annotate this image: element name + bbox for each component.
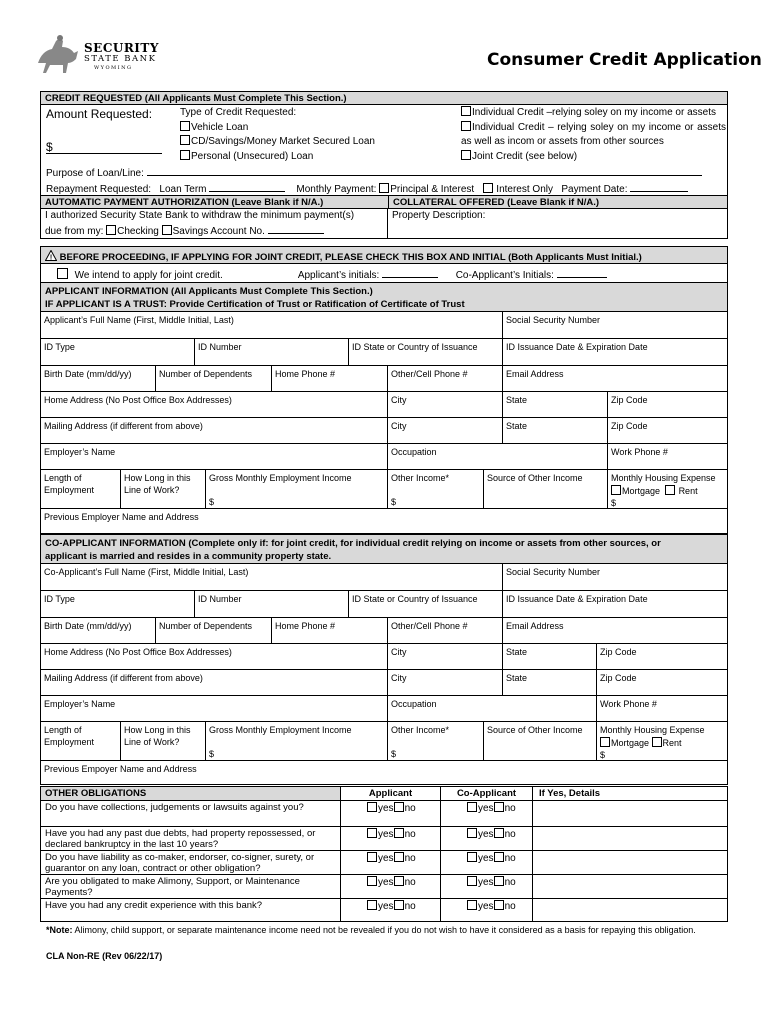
obligation-details-cell[interactable] [532, 874, 728, 898]
amount-requested-field[interactable] [46, 140, 162, 154]
applicant-home-phone-cell[interactable]: Home Phone # [271, 365, 387, 391]
checkbox-icon[interactable] [600, 737, 610, 747]
obligations-col-applicant: Applicant [340, 786, 440, 800]
credit-requested-header [40, 91, 728, 105]
svg-text:!: ! [49, 254, 53, 261]
applicant-initials-label: Applicant’s initials: [297, 270, 380, 281]
coapplicant-yes-option[interactable]: yes [467, 803, 494, 814]
applicant-id-type-cell[interactable]: ID Type [40, 338, 194, 365]
applicant-no-option[interactable]: no [394, 901, 416, 912]
coapplicant-yes-option[interactable]: yes [467, 829, 494, 840]
interest-only-option[interactable]: Interest Only [496, 184, 553, 195]
logo-line3: WYOMING [94, 65, 133, 71]
coapplicant-id-number-cell[interactable]: ID Number [194, 590, 348, 617]
obligations-col-details: If Yes, Details [532, 786, 728, 800]
form-id: CLA Non-RE (Rev 06/22/17) [46, 951, 163, 961]
applicant-ssn-cell[interactable]: Social Security Number [502, 311, 728, 338]
checkbox-icon[interactable] [180, 121, 190, 131]
applicant-occupation-cell[interactable]: Occupation [387, 443, 607, 469]
checkbox-icon[interactable] [367, 828, 377, 838]
obligation-question-cell [40, 874, 340, 898]
checkbox-icon[interactable] [367, 852, 377, 862]
applicant-length-employment-cell[interactable]: Length of Employment [40, 469, 120, 508]
coapplicant-info-title: CO-APPLICANT INFORMATION (Complete only if: for joint credit, for individual credit relying on income or assets from other sources, or [45, 538, 661, 549]
coapplicant-id-dates-cell[interactable]: ID Issuance Date & Expiration Date [502, 590, 728, 617]
coapplicant-employer-cell[interactable]: Employer’s Name [40, 695, 387, 721]
purpose-label: Purpose of Loan/Line: [46, 168, 144, 179]
checkbox-icon[interactable] [467, 802, 477, 812]
page-title: Consumer Credit Application [487, 50, 762, 70]
checkbox-icon[interactable] [162, 225, 172, 235]
trust-instruction: IF APPLICANT IS A TRUST: Provide Certification of Trust or Ratification of Certificate of Trust [45, 299, 465, 310]
obligation-question-text: Do you have collections, judgements or lawsuits against you? [45, 802, 304, 813]
coapplicant-id-state-cell[interactable]: ID State or Country of Issuance [348, 590, 502, 617]
purpose-field[interactable] [147, 165, 702, 176]
footnote-text: Alimony, child support, or separate maintenance income need not be revealed if you do not wish to have it considered as a basis for repaying this obligation. [72, 925, 696, 935]
coapplicant-gross-income-cell[interactable]: Gross Monthly Employment Income $ [205, 721, 387, 760]
obligation-question-text: Have you had any past due debts, had property repossessed, or declared bankruptcy in the last 10 years? [45, 828, 316, 850]
credit-type-cd-savings[interactable]: CD/Savings/Money Market Secured Loan [180, 135, 375, 150]
auto-pay-body [40, 209, 388, 239]
applicant-email-cell[interactable]: Email Address [502, 365, 728, 391]
checkbox-icon[interactable] [483, 183, 493, 193]
coapplicant-yes-option[interactable]: yes [467, 877, 494, 888]
coapplicant-occupation-cell[interactable]: Occupation [387, 695, 596, 721]
checkbox-icon[interactable] [611, 485, 621, 495]
applicant-employer-cell[interactable]: Employer’s Name [40, 443, 387, 469]
checkbox-icon[interactable] [106, 225, 116, 235]
coapplicant-source-income-cell[interactable]: Source of Other Income [483, 721, 596, 760]
coapplicant-email-cell[interactable]: Email Address [502, 617, 728, 643]
monthly-payment-label: Monthly Payment: [296, 184, 377, 195]
coapplicant-no-option[interactable]: no [494, 901, 516, 912]
collateral-body [388, 209, 728, 239]
obligation-question-cell [40, 898, 340, 922]
credit-type-label: Type of Credit Requested: [180, 107, 297, 118]
applicant-info-title: APPLICANT INFORMATION (All Applicants Must Complete This Section.) [45, 286, 373, 297]
obligation-details-cell[interactable] [532, 850, 728, 874]
credit-requested-header-text: CREDIT REQUESTED (All Applicants Must Complete This Section.) [45, 93, 347, 104]
obligation-question-cell [40, 826, 340, 850]
checkbox-icon[interactable] [494, 852, 504, 862]
obligation-details-cell[interactable] [532, 826, 728, 850]
applicant-info-header [40, 282, 728, 312]
account-number-field[interactable] [268, 223, 324, 234]
obligations-header: OTHER OBLIGATIONS [40, 786, 340, 800]
logo-line2: STATE BANK [84, 54, 157, 64]
applicant-id-number-cell[interactable]: ID Number [194, 338, 348, 365]
joint-intend-text: We intend to apply for joint credit. [74, 270, 223, 281]
joint-notice-text: BEFORE PROCEEDING, IF APPLYING FOR JOINT CREDIT, PLEASE CHECK THIS BOX AND INITIAL (Both Applicants Must Initial.) [59, 252, 642, 263]
obligation-question-text: Do you have liability as co-maker, endorser, co-signer, surety, or guarantor on any loan, contract or other obligation? [45, 852, 315, 874]
checkbox-icon[interactable] [467, 828, 477, 838]
auto-pay-due-label: due from my: [45, 226, 104, 237]
amount-dollar-sign: $ [46, 140, 53, 154]
coapplicant-initials-label: Co-Applicant’s Initials: [455, 270, 554, 281]
coapplicant-mailing-city-cell[interactable]: City [387, 669, 502, 695]
obligation-applicant-cell[interactable] [340, 800, 440, 826]
applicant-gross-income-cell[interactable]: Gross Monthly Employment Income $ [205, 469, 387, 508]
checkbox-icon[interactable] [467, 876, 477, 886]
applicant-previous-employer-cell[interactable]: Previous Employer Name and Address [40, 508, 728, 534]
checkbox-icon[interactable] [494, 900, 504, 910]
checkbox-icon[interactable] [652, 737, 662, 747]
obligation-applicant-cell[interactable] [340, 874, 440, 898]
basis-joint[interactable]: Joint Credit (see below) [461, 150, 726, 165]
coapplicant-mailing-address-cell[interactable]: Mailing Address (if different from above) [40, 669, 387, 695]
collateral-header: COLLATERAL OFFERED (Leave Blank if N/A.) [388, 195, 728, 209]
checkbox-icon[interactable] [394, 828, 404, 838]
checkbox-icon[interactable] [494, 876, 504, 886]
checkbox-icon[interactable] [461, 121, 471, 131]
applicant-yes-option[interactable]: yes [367, 877, 394, 888]
payment-date-field[interactable] [630, 181, 688, 192]
checkbox-icon[interactable] [180, 135, 190, 145]
applicant-cell-phone-cell[interactable]: Other/Cell Phone # [387, 365, 502, 391]
applicant-other-income-cell[interactable]: Other Income* $ [387, 469, 483, 508]
checkbox-icon[interactable] [394, 876, 404, 886]
auto-pay-header: AUTOMATIC PAYMENT AUTHORIZATION (Leave Blank if N/A.) [40, 195, 388, 209]
checkbox-icon[interactable] [394, 802, 404, 812]
principal-interest-option[interactable]: Principal & Interest [390, 184, 475, 195]
footnote-label: *Note: [46, 925, 73, 935]
coapplicant-previous-employer-cell[interactable]: Previous Empoyer Name and Address [40, 760, 728, 785]
obligation-details-cell[interactable] [532, 800, 728, 826]
applicant-mailing-city-cell[interactable]: City [387, 417, 502, 443]
applicant-city-cell[interactable]: City [387, 391, 502, 417]
loan-term-field[interactable] [209, 181, 285, 192]
coapplicant-info-subtitle: applicant is married and resides in a community property state. [45, 551, 332, 562]
applicant-source-income-cell[interactable]: Source of Other Income [483, 469, 607, 508]
coapplicant-id-type-cell[interactable]: ID Type [40, 590, 194, 617]
auto-pay-text: I authorized Security State Bank to withdraw the minimum payment(s) [45, 210, 355, 221]
coapplicant-no-option[interactable]: no [494, 853, 516, 864]
obligation-coapplicant-cell[interactable] [440, 850, 532, 874]
obligation-coapplicant-cell[interactable] [440, 898, 532, 922]
checkbox-icon[interactable] [394, 852, 404, 862]
applicant-mailing-state-cell[interactable]: State [502, 417, 607, 443]
coapplicant-ssn-cell[interactable]: Social Security Number [502, 563, 728, 590]
footnote [46, 925, 696, 935]
coapplicant-city-cell[interactable]: City [387, 643, 502, 669]
applicant-mailing-address-cell[interactable]: Mailing Address (if different from above) [40, 417, 387, 443]
applicant-mailing-zip-cell[interactable]: Zip Code [607, 417, 728, 443]
applicant-no-option[interactable]: no [394, 803, 416, 814]
applicant-yes-option[interactable]: yes [367, 853, 394, 864]
applicant-no-option[interactable]: no [394, 829, 416, 840]
bank-logo [32, 33, 162, 75]
checkbox-icon[interactable] [394, 900, 404, 910]
coapplicant-no-option[interactable]: no [494, 877, 516, 888]
coapplicant-yes-option[interactable]: yes [467, 901, 494, 912]
obligation-coapplicant-cell[interactable] [440, 826, 532, 850]
joint-checkbox-icon[interactable] [57, 268, 68, 279]
property-description-label: Property Description: [392, 210, 486, 221]
applicant-state-cell[interactable]: State [502, 391, 607, 417]
loan-term-label: Loan Term [159, 184, 207, 195]
applicant-initials-field[interactable] [382, 267, 438, 278]
joint-initials-row [40, 264, 728, 282]
checkbox-icon[interactable] [494, 802, 504, 812]
coapplicant-housing-expense-cell[interactable]: Monthly Housing Expense Mortgage Rent $ [596, 721, 728, 760]
coapplicant-dependents-cell[interactable]: Number of Dependents [155, 617, 271, 643]
checkbox-icon[interactable] [180, 150, 190, 160]
applicant-dependents-cell[interactable]: Number of Dependents [155, 365, 271, 391]
checkbox-icon[interactable] [467, 900, 477, 910]
coapplicant-home-address-cell[interactable]: Home Address (No Post Office Box Addresses) [40, 643, 387, 669]
applicant-work-phone-cell[interactable]: Work Phone # [607, 443, 728, 469]
applicant-how-long-cell[interactable]: How Long in this Line of Work? [120, 469, 205, 508]
applicant-yes-option[interactable]: yes [367, 829, 394, 840]
coapplicant-length-employment-cell[interactable]: Length of Employment [40, 721, 120, 760]
applicant-birth-date-cell[interactable]: Birth Date (mm/dd/yy) [40, 365, 155, 391]
applicant-no-option[interactable]: no [394, 877, 416, 888]
coapplicant-zip-cell[interactable]: Zip Code [596, 643, 728, 669]
checkbox-icon[interactable] [367, 900, 377, 910]
obligation-applicant-cell[interactable] [340, 898, 440, 922]
payment-date-label: Payment Date: [561, 184, 628, 195]
obligation-question-cell [40, 800, 340, 826]
savings-option[interactable]: Savings Account No. [172, 226, 265, 237]
warning-icon [45, 250, 57, 261]
applicant-no-option[interactable]: no [394, 853, 416, 864]
checkbox-icon[interactable] [461, 106, 471, 116]
coapplicant-no-option[interactable]: no [494, 829, 516, 840]
applicant-full-name-cell[interactable]: Applicant’s Full Name (First, Middle Initial, Last) [40, 311, 502, 338]
logo-line1: SECURITY [84, 41, 159, 55]
checkbox-icon[interactable] [367, 876, 377, 886]
obligations-col-coapplicant: Co-Applicant [440, 786, 532, 800]
coapplicant-mailing-zip-cell[interactable]: Zip Code [596, 669, 728, 695]
credit-basis-group [461, 106, 726, 164]
coapplicant-how-long-cell[interactable]: How Long in this Line of Work? [120, 721, 205, 760]
coapplicant-initials-field[interactable] [557, 267, 607, 278]
coapplicant-birth-date-cell[interactable]: Birth Date (mm/dd/yy) [40, 617, 155, 643]
credit-type-vehicle[interactable]: Vehicle Loan [180, 121, 375, 136]
checkbox-icon[interactable] [467, 852, 477, 862]
applicant-housing-expense-cell[interactable]: Monthly Housing Expense Mortgage Rent $ [607, 469, 728, 508]
obligation-question-cell [40, 850, 340, 874]
applicant-home-address-cell[interactable]: Home Address (No Post Office Box Addresses) [40, 391, 387, 417]
checkbox-icon[interactable] [665, 485, 675, 495]
obligation-details-cell[interactable] [532, 898, 728, 922]
joint-credit-notice [40, 246, 728, 264]
obligation-applicant-cell[interactable] [340, 850, 440, 874]
credit-type-personal[interactable]: Personal (Unsecured) Loan [180, 150, 375, 165]
applicant-zip-cell[interactable]: Zip Code [607, 391, 728, 417]
coapplicant-cell-phone-cell[interactable]: Other/Cell Phone # [387, 617, 502, 643]
applicant-yes-option[interactable]: yes [367, 901, 394, 912]
obligation-coapplicant-cell[interactable] [440, 800, 532, 826]
applicant-id-dates-cell[interactable]: ID Issuance Date & Expiration Date [502, 338, 728, 365]
coapplicant-work-phone-cell[interactable]: Work Phone # [596, 695, 728, 721]
coapplicant-other-income-cell[interactable]: Other Income* $ [387, 721, 483, 760]
checkbox-icon[interactable] [367, 802, 377, 812]
obligation-applicant-cell[interactable] [340, 826, 440, 850]
applicant-yes-option[interactable]: yes [367, 803, 394, 814]
horse-rider-logo-icon [32, 33, 82, 75]
checkbox-icon[interactable] [461, 150, 471, 160]
obligation-question-text: Have you had any credit experience with this bank? [45, 900, 263, 911]
checking-option[interactable]: Checking [117, 226, 159, 237]
coapplicant-mailing-state-cell[interactable]: State [502, 669, 596, 695]
coapplicant-home-phone-cell[interactable]: Home Phone # [271, 617, 387, 643]
basis-individual[interactable]: Individual Credit –relying soley on my income or assets [461, 106, 726, 121]
amount-requested-label: Amount Requested: [46, 107, 153, 121]
purpose-row [40, 165, 728, 195]
coapplicant-yes-option[interactable]: yes [467, 853, 494, 864]
applicant-id-state-cell[interactable]: ID State or Country of Issuance [348, 338, 502, 365]
coapplicant-full-name-cell[interactable]: Co-Applicant’s Full Name (First, Middle Initial, Last) [40, 563, 502, 590]
checkbox-icon[interactable] [494, 828, 504, 838]
checkbox-icon[interactable] [379, 183, 389, 193]
credit-type-group [180, 106, 375, 164]
obligation-coapplicant-cell[interactable] [440, 874, 532, 898]
basis-individual-other[interactable]: Individual Credit – relying soley on my income or assets as well as incom or assets from other sources [461, 121, 726, 147]
repayment-label: Repayment Requested: [46, 184, 152, 195]
coapplicant-no-option[interactable]: no [494, 803, 516, 814]
obligation-question-text: Are you obligated to make Alimony, Support, or Maintenance Payments? [45, 876, 300, 898]
coapplicant-info-header [40, 534, 728, 563]
coapplicant-state-cell[interactable]: State [502, 643, 596, 669]
